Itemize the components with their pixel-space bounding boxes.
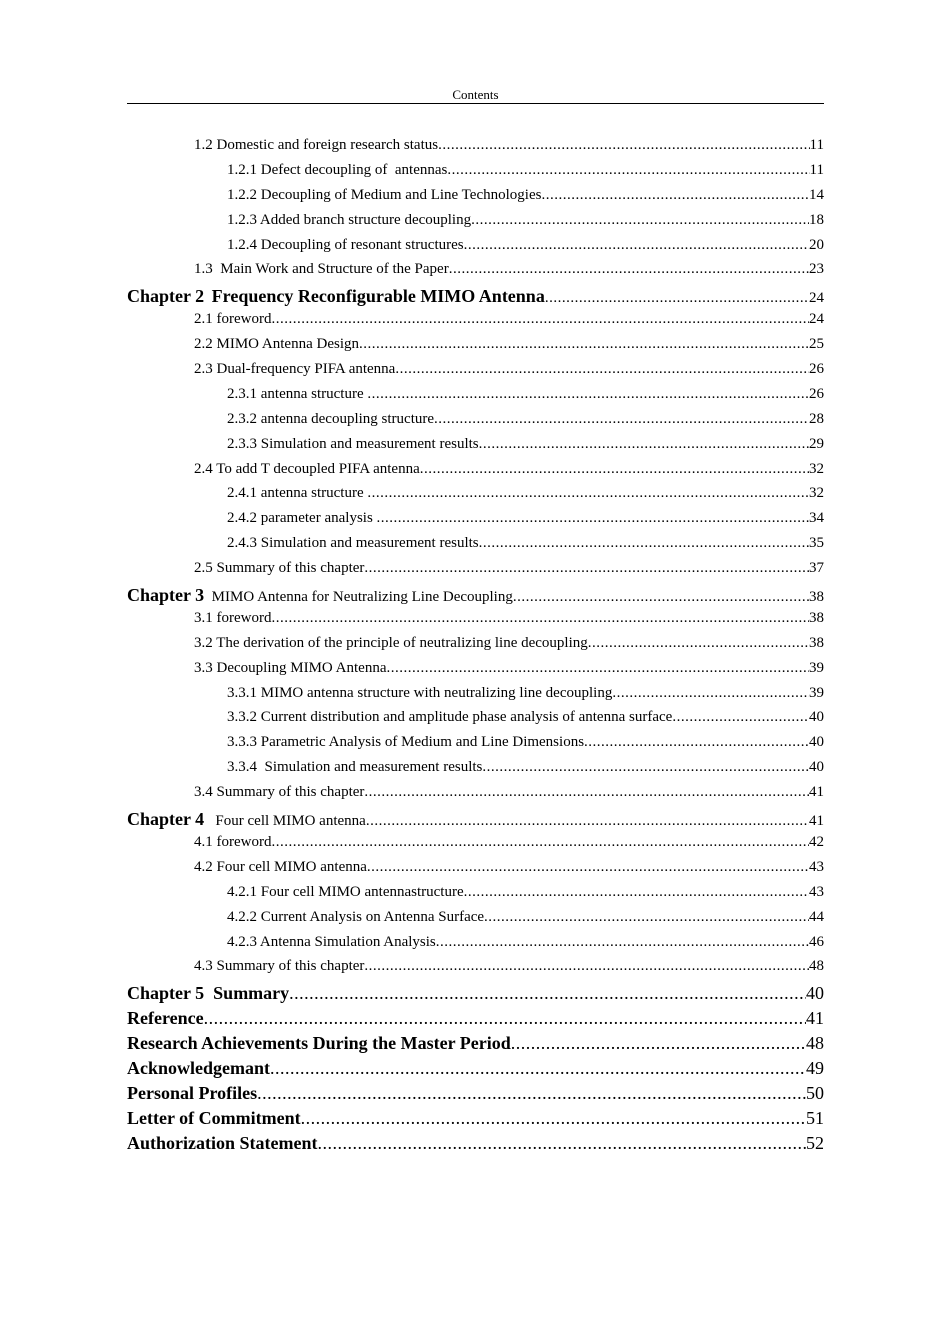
toc-entry-top-level[interactable] [127, 983, 824, 1008]
dot-leader [449, 261, 809, 278]
toc-entry-title: 3.3.1 MIMO antenna structure with neutralizing line decoupling [227, 684, 613, 701]
toc-page-number: 18 [809, 211, 824, 228]
toc-entry-title: 3.1 foreword [194, 609, 272, 626]
dot-leader [588, 635, 809, 652]
toc-page-number: 51 [806, 1107, 824, 1128]
toc-entry-title: Letter of Commitment [127, 1107, 301, 1128]
dot-leader [479, 436, 809, 453]
toc-entry-title [127, 809, 366, 830]
dot-leader [464, 237, 809, 254]
dot-leader [289, 983, 806, 1004]
toc-entry-title: 2.4.3 Simulation and measurement results [227, 535, 479, 552]
toc-entry-subsection[interactable] [127, 685, 824, 710]
toc-entry-title: 2.3 Dual-frequency PIFA antenna [194, 361, 396, 378]
toc-page-number: 39 [809, 684, 824, 701]
toc-entry-title: Personal Profiles [127, 1082, 258, 1103]
toc-entry-section[interactable] [127, 261, 824, 286]
toc-page-number: 49 [806, 1057, 824, 1078]
toc-page-number: 39 [809, 659, 824, 676]
toc-page-number: 50 [806, 1082, 824, 1103]
toc-page-number: 34 [809, 510, 824, 527]
toc-page-number: 42 [809, 833, 824, 850]
toc-page-number: 40 [809, 759, 824, 776]
toc-entry-title: 4.2.2 Current Analysis on Antenna Surface [227, 908, 485, 925]
dot-leader [364, 784, 809, 801]
dot-leader [545, 290, 809, 307]
dot-leader [513, 589, 809, 606]
toc-entry-title: 1.3 Main Work and Structure of the Paper [194, 261, 449, 278]
dot-leader [434, 411, 809, 428]
dot-leader [366, 813, 809, 830]
toc-entry-title: Chapter 5 Summary [127, 983, 290, 1004]
toc-entry-subsection[interactable] [127, 884, 824, 909]
dot-leader [367, 485, 809, 502]
toc-entry-subsection[interactable] [127, 187, 824, 212]
toc-entry-title: 3.4 Summary of this chapter [194, 784, 365, 801]
toc-entry-title: 3.3.3 Parametric Analysis of Medium and Line Dimensions [227, 734, 585, 751]
toc-entry-subsection[interactable] [127, 909, 824, 934]
toc-entry-subsection[interactable] [127, 510, 824, 535]
toc-entry-title: 2.5 Summary of this chapter [194, 560, 365, 577]
chapter-label: Chapter 3 [127, 585, 205, 606]
dot-leader [204, 1008, 806, 1029]
dot-leader [436, 934, 809, 951]
toc-entry-title: 1.2.1 Defect decoupling of antennas [227, 161, 448, 178]
toc-entry-title: 1.2 Domestic and foreign research status [194, 137, 439, 153]
dot-leader [367, 859, 809, 876]
toc-page-number: 40 [806, 983, 824, 1004]
toc-entry-top-level[interactable] [127, 1083, 824, 1108]
toc-entry-title: 2.1 foreword [194, 311, 272, 328]
dot-leader [359, 336, 809, 353]
toc-page-number: 26 [809, 361, 824, 378]
dot-leader [447, 162, 809, 179]
dot-leader [612, 685, 809, 702]
dot-leader [386, 660, 809, 677]
toc-entry-top-level[interactable] [127, 1033, 824, 1058]
toc-entry-title: 4.1 foreword [194, 833, 272, 850]
toc-entry-title: 3.3.4 Simulation and measurement results [227, 759, 483, 776]
dot-leader [479, 535, 809, 552]
toc-page-number: 14 [809, 186, 824, 203]
dot-leader [364, 560, 809, 577]
dot-leader [464, 884, 809, 901]
toc-entry-subsection[interactable] [127, 212, 824, 237]
toc-entry-title: 2.3.2 antenna decoupling structure [227, 410, 435, 427]
toc-page-number: 40 [809, 709, 824, 726]
toc-page-number: 38 [809, 609, 824, 626]
toc-page-number: 40 [809, 734, 824, 751]
toc-entry-title [127, 585, 513, 606]
chapter-label: Chapter 2 [127, 286, 205, 307]
dot-leader [420, 461, 809, 478]
toc-page-number: 48 [806, 1033, 824, 1054]
toc-entry-title: 4.2 Four cell MIMO antenna [194, 858, 367, 875]
chapter-label: Chapter 4 [127, 809, 205, 830]
toc-page-number: 32 [809, 460, 824, 477]
toc-entry-subsection[interactable] [127, 934, 824, 959]
dot-leader [271, 311, 809, 328]
toc-entry-title: 4.2.3 Antenna Simulation Analysis [227, 933, 436, 950]
toc-entry-title: 2.4 To add T decoupled PIFA antenna [194, 460, 420, 477]
toc-page-number: 35 [809, 535, 824, 552]
toc-entry-title: 2.4.2 parameter analysis [227, 510, 377, 527]
toc-page-number: 11 [809, 161, 824, 178]
toc-entry-title: 1.2.2 Decoupling of Medium and Line Technologies [227, 186, 542, 203]
toc-entry-title: 2.3.3 Simulation and measurement results [227, 435, 479, 452]
toc-entry-title: 2.3.1 antenna structure [227, 385, 368, 402]
chapter-title: MIMO Antenna for Neutralizing Line Decoupling [211, 589, 513, 606]
toc-page-number: 48 [809, 958, 824, 975]
dot-leader [367, 386, 809, 403]
table-of-contents [127, 137, 824, 1158]
toc-page-number: 32 [809, 485, 824, 502]
toc-page-number: 24 [809, 290, 824, 307]
toc-page-number: 38 [809, 589, 824, 606]
toc-page-number: 41 [809, 813, 824, 830]
toc-entry-chapter[interactable] [127, 585, 824, 610]
toc-entry-title [127, 286, 545, 307]
dot-leader [257, 1083, 806, 1104]
toc-entry-section[interactable] [127, 610, 824, 635]
toc-entry-title: Research Achievements During the Master Period [127, 1033, 511, 1054]
toc-entry-subsection[interactable] [127, 759, 824, 784]
toc-page-number: 29 [809, 435, 824, 452]
toc-entry-title: Acknowledgemant [127, 1057, 270, 1078]
toc-entry-top-level[interactable] [127, 1108, 824, 1133]
toc-entry-title: 4.2.1 Four cell MIMO antennastructure [227, 883, 464, 900]
dot-leader [541, 187, 809, 204]
dot-leader [271, 610, 809, 627]
toc-page-number: 24 [809, 311, 824, 328]
toc-entry-section[interactable] [127, 336, 824, 361]
toc-entry-title: 2.2 MIMO Antenna Design [194, 336, 359, 353]
toc-entry-subsection[interactable] [127, 386, 824, 411]
toc-entry-top-level[interactable] [127, 1058, 824, 1083]
chapter-title: Frequency Reconfigurable MIMO Antenna [211, 286, 545, 307]
dot-leader [438, 137, 809, 154]
toc-entry-title: 3.2 The derivation of the principle of neutralizing line decoupling [194, 634, 588, 651]
toc-entry-section[interactable] [127, 834, 824, 859]
toc-page-number: 43 [809, 883, 824, 900]
dot-leader [317, 1133, 806, 1154]
dot-leader [270, 1058, 806, 1079]
toc-entry-title: Reference [127, 1008, 204, 1029]
toc-entry-section[interactable] [127, 958, 824, 983]
toc-page-number: 46 [809, 933, 824, 950]
toc-entry-title: 1.2.3 Added branch structure decoupling [227, 211, 472, 228]
dot-leader [672, 709, 809, 726]
chapter-title: Four cell MIMO antenna [211, 813, 366, 830]
toc-entry-title: 3.3.2 Current distribution and amplitude phase analysis of antenna surface [227, 709, 673, 726]
toc-page-number: 41 [809, 784, 824, 801]
toc-entry-subsection[interactable] [127, 485, 824, 510]
toc-entry-section[interactable] [127, 560, 824, 585]
toc-page-number: 23 [809, 261, 824, 278]
toc-entry-title: 4.3 Summary of this chapter [194, 958, 365, 975]
toc-page-number: 11 [809, 137, 824, 153]
toc-entry-title: 2.4.1 antenna structure [227, 485, 368, 502]
toc-page-number: 28 [809, 410, 824, 427]
toc-entry-chapter[interactable] [127, 286, 824, 311]
toc-entry-section[interactable] [127, 361, 824, 386]
toc-entry-section[interactable] [127, 784, 824, 809]
toc-entry-subsection[interactable] [127, 237, 824, 262]
toc-entry-section[interactable] [127, 137, 824, 162]
dot-leader [377, 510, 809, 527]
toc-entry-subsection[interactable] [127, 709, 824, 734]
toc-page-number: 43 [809, 858, 824, 875]
toc-page-number: 25 [809, 336, 824, 353]
dot-leader [395, 361, 809, 378]
toc-entry-subsection[interactable] [127, 535, 824, 560]
toc-page-number: 38 [809, 634, 824, 651]
toc-entry-section[interactable] [127, 859, 824, 884]
toc-entry-subsection[interactable] [127, 411, 824, 436]
toc-entry-section[interactable] [127, 660, 824, 685]
dot-leader [482, 759, 809, 776]
toc-page-number: 26 [809, 385, 824, 402]
toc-entry-section[interactable] [127, 461, 824, 486]
dot-leader [301, 1108, 806, 1129]
dot-leader [271, 834, 809, 851]
toc-entry-subsection[interactable] [127, 436, 824, 461]
dot-leader [471, 212, 809, 229]
toc-entry-title: Authorization Statement [127, 1132, 318, 1153]
dot-leader [364, 958, 809, 975]
toc-page-number: 44 [809, 908, 824, 925]
toc-entry-top-level[interactable] [127, 1008, 824, 1033]
dot-leader [484, 909, 809, 926]
toc-entry-section[interactable] [127, 311, 824, 336]
toc-entry-subsection[interactable] [127, 162, 824, 187]
toc-page-number: 41 [806, 1008, 824, 1029]
header-rule [127, 103, 824, 104]
toc-page-number: 20 [809, 236, 824, 253]
toc-entry-subsection[interactable] [127, 734, 824, 759]
dot-leader [584, 734, 809, 751]
toc-entry-title: 1.2.4 Decoupling of resonant structures [227, 236, 464, 253]
dot-leader [511, 1033, 806, 1054]
toc-entry-chapter[interactable] [127, 809, 824, 834]
toc-page-number: 37 [809, 560, 824, 577]
toc-page-number: 52 [806, 1132, 824, 1153]
toc-entry-section[interactable] [127, 635, 824, 660]
toc-entry-title: 3.3 Decoupling MIMO Antenna [194, 659, 387, 676]
toc-entry-top-level[interactable] [127, 1133, 824, 1158]
running-header: Contents [452, 87, 499, 102]
